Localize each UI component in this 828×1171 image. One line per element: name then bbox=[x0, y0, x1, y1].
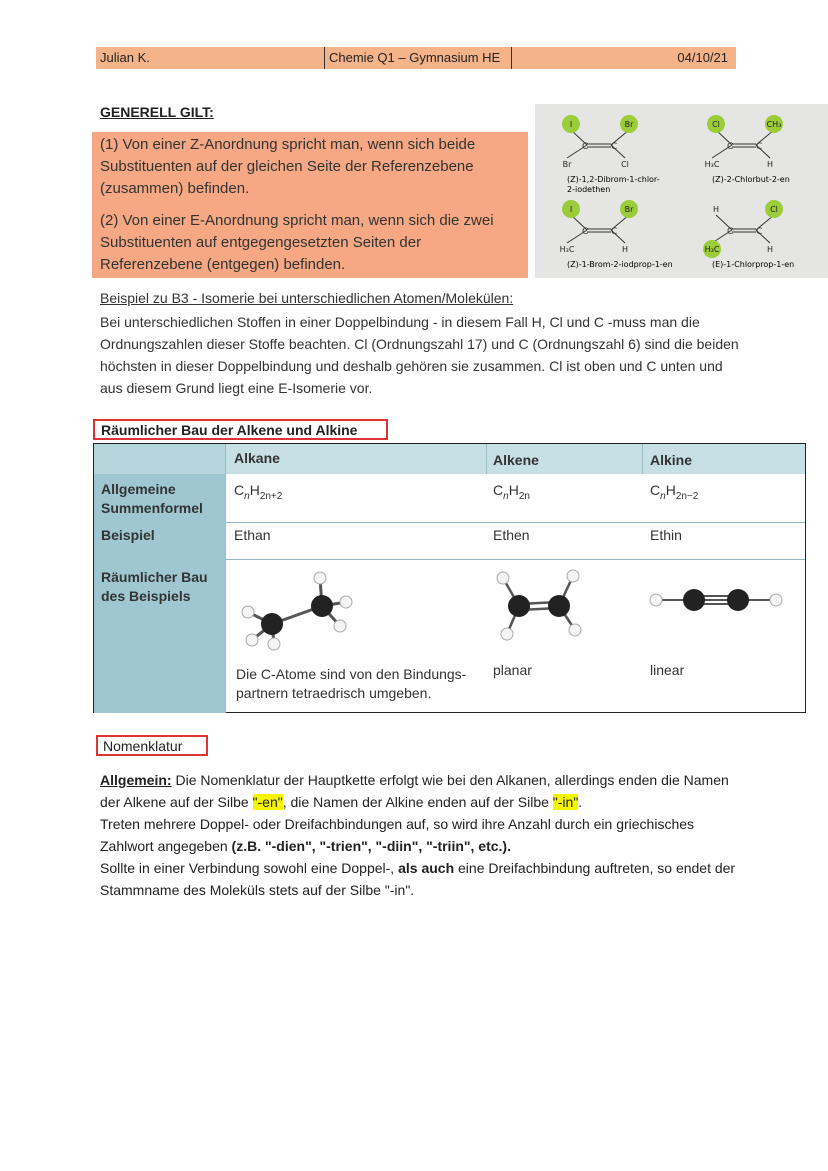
definition-z: (1) Von einer Z-Anordnung spricht man, wenn sich beide Substituenten auf der gleichen Seite der Referenzebene (zusammen) befinden. bbox=[100, 136, 476, 197]
substituent-label: H₃C bbox=[704, 245, 720, 254]
substituent-label: Cl bbox=[770, 205, 778, 214]
substituent-label: H₃C bbox=[704, 160, 720, 169]
molecule-name: (E)-1-Chlorprop-1-en bbox=[712, 260, 795, 269]
nomenclature-para2: Treten mehrere Doppel- oder Dreifachbindungen auf, so wird ihre Anzahl durch ein griechisches Zahlwort angegeben (z.B. "-dien", "-trien", "-diin", "-triin", etc.). bbox=[100, 816, 695, 854]
description-alkane-line1: Die C-Atome sind von den Bindungs- bbox=[236, 666, 467, 682]
example-alkane: Ethan bbox=[234, 527, 271, 543]
nomenclature-para1: Allgemein: Die Nomenklatur der Hauptkette erfolgt wie bei den Alkanen, allerdings enden die Namen der Alkene auf der Silbe "-en", die Namen der Alkine enden auf der Silbe "-in". bbox=[100, 772, 729, 810]
substituent-label: H₃C bbox=[559, 245, 575, 254]
header-date: 04/10/21 bbox=[677, 50, 728, 65]
definition-e: (2) Von einer E-Anordnung spricht man, wenn sich die zwei Substituenten auf entgegengesetzten Seiten der Referenzebene (entgegen) befinden. bbox=[100, 212, 494, 273]
molecule-name: (Z)-1,2-Dibrom-1-chlor- bbox=[567, 175, 660, 184]
isomer-examples-image bbox=[535, 104, 828, 278]
carbon-label: C bbox=[727, 142, 734, 152]
structure-table bbox=[93, 443, 806, 713]
description-alkene: planar bbox=[493, 662, 532, 678]
example-alkine: Ethin bbox=[650, 527, 682, 543]
column-divider bbox=[225, 444, 226, 713]
header-author: Julian K. bbox=[100, 50, 150, 65]
nomenclature-para3: Sollte in einer Verbindung sowohl eine Doppel-, als auch eine Dreifachbindung auftreten, so endet der Stammname des Moleküls stets auf der Silbe "-in". bbox=[100, 860, 736, 898]
ethyne-model bbox=[646, 584, 786, 616]
row-label-bau-line2: des Beispiels bbox=[101, 588, 191, 604]
allgemein-label: Allgemein: bbox=[100, 772, 172, 788]
nomenclature-text bbox=[100, 769, 740, 901]
carbon-label: C bbox=[582, 227, 589, 237]
row-label-formel bbox=[101, 480, 203, 518]
page-header bbox=[96, 47, 736, 69]
section-title-bau: Räumlicher Bau der Alkene und Alkine bbox=[93, 419, 388, 440]
formula-alkane: $C_nH_{2n+2}$ bbox=[234, 482, 283, 502]
formula-alkine: $C_nH_{2n-2}$ bbox=[650, 482, 699, 502]
ethane-model bbox=[234, 562, 354, 652]
row-label-bau-line1: Räumlicher Bau bbox=[101, 569, 208, 585]
substituent-label: Cl bbox=[712, 120, 720, 129]
row-label-bau bbox=[101, 568, 208, 606]
substituent-label: H bbox=[766, 160, 774, 169]
highlight-en: "-en" bbox=[252, 794, 283, 810]
carbon-label: C bbox=[756, 227, 763, 237]
section-title-generell: GENERELL GILT: bbox=[100, 104, 214, 120]
substituent-label: CH₃ bbox=[766, 120, 782, 129]
substituent-label: I bbox=[569, 205, 573, 214]
carbon-label: C bbox=[756, 142, 763, 152]
substituent-label: H bbox=[621, 245, 629, 254]
column-header-alkene: Alkene bbox=[493, 452, 539, 468]
example-alkene: Ethen bbox=[493, 527, 530, 543]
molecule-name: (Z)-1-Brom-2-iodprop-1-en bbox=[567, 260, 673, 269]
column-header-alkine: Alkine bbox=[650, 452, 693, 468]
row-divider bbox=[225, 559, 805, 560]
ethene-model bbox=[489, 566, 589, 646]
substituent-label: Br bbox=[562, 160, 572, 169]
substituent-label: Cl bbox=[621, 160, 629, 169]
molecule-name-line2: 2-iodethen bbox=[567, 185, 611, 194]
description-alkane bbox=[236, 665, 466, 703]
description-alkine: linear bbox=[650, 662, 685, 678]
row-label-formel-line1: Allgemeine bbox=[101, 481, 176, 497]
example-title: Beispiel zu B3 - Isomerie bei unterschiedlichen Atomen/Molekülen: bbox=[100, 290, 514, 306]
carbon-label: C bbox=[611, 227, 618, 237]
description-alkane-line2: partnern tetraedrisch umgeben. bbox=[236, 685, 432, 701]
substituent-label: H bbox=[712, 205, 720, 214]
substituent-label: Br bbox=[624, 120, 634, 129]
section-title-nomenklatur: Nomenklatur bbox=[96, 735, 208, 756]
substituent-label: I bbox=[569, 120, 573, 129]
column-header-alkane: Alkane bbox=[234, 450, 280, 466]
carbon-label: C bbox=[582, 142, 589, 152]
column-divider bbox=[486, 444, 487, 474]
row-divider bbox=[225, 522, 805, 523]
row-label-formel-line2: Summenformel bbox=[101, 500, 203, 516]
substituent-label: H bbox=[766, 245, 774, 254]
molecule-name: (Z)-2-Chlorbut-2-en bbox=[712, 175, 790, 184]
substituent-label: Br bbox=[624, 205, 634, 214]
carbon-label: C bbox=[611, 142, 618, 152]
example-body: Bei unterschiedlichen Stoffen in einer Doppelbindung - in diesem Fall H, Cl und C -muss man die Ordnungszahlen dieser Stoffe beachten. Cl (Ordnungszahl 17) und C (Ordnungszahl 6) sind die beiden höchsten in dieser Doppelbindung und deshalb gehören sie zusammen. Cl ist oben und C unten und aus diesem Grund liegt eine E-Isomerie vor. bbox=[100, 314, 739, 396]
column-divider bbox=[642, 444, 643, 474]
isomer-structures bbox=[535, 104, 828, 278]
row-label-beispiel: Beispiel bbox=[101, 527, 155, 543]
formula-alkene: $C_nH_{2n}$ bbox=[493, 482, 530, 502]
header-course: Chemie Q1 – Gymnasium HE bbox=[324, 47, 512, 69]
carbon-label: C bbox=[727, 227, 734, 237]
highlight-in: "-in" bbox=[552, 794, 579, 810]
